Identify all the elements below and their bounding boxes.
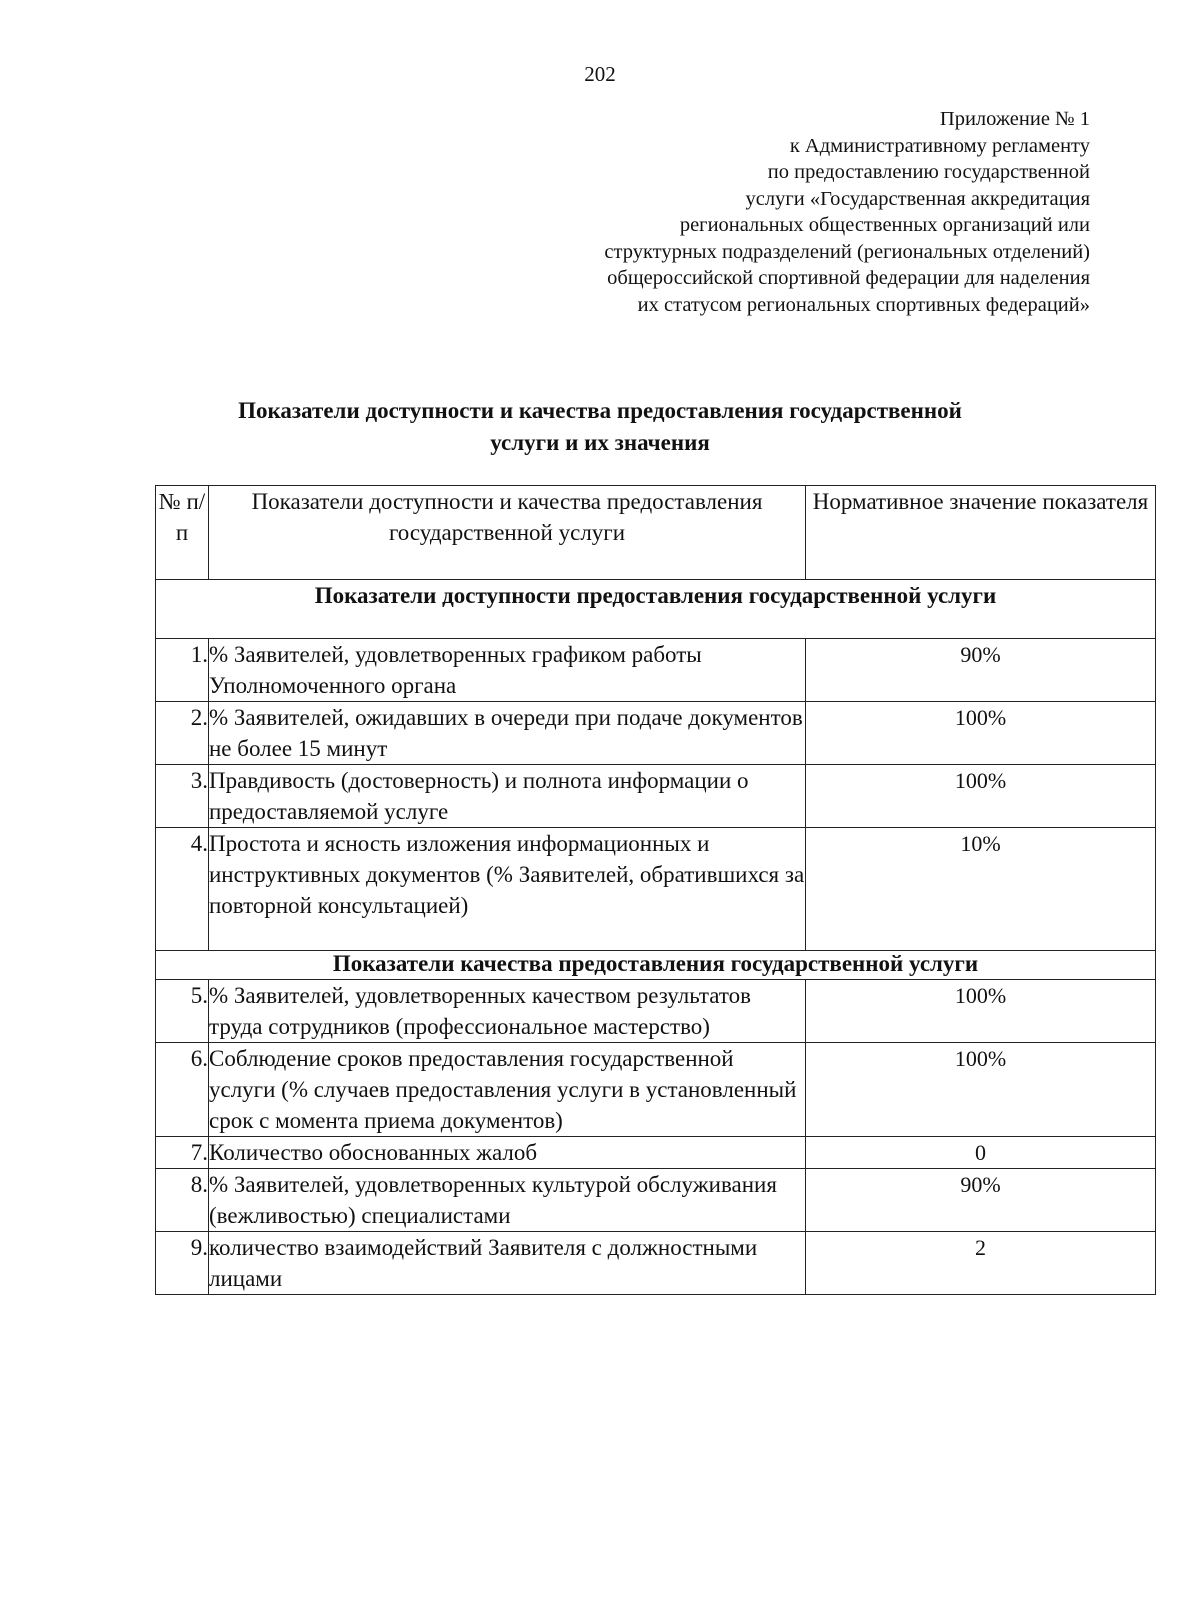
- table-row: [156, 765, 1156, 828]
- section-row: [156, 951, 1156, 980]
- appendix-line: региональных общественных организаций или: [679, 214, 1090, 236]
- appendix-line: их статусом региональных спортивных федераций»: [637, 293, 1090, 316]
- row-indicator: % Заявителей, удовлетворенных качеством результатов труда сотрудников (профессиональное мастерство): [209, 980, 806, 1043]
- row-number: 5.: [156, 980, 209, 1043]
- row-indicator: % Заявителей, удовлетворенных графиком работы Уполномоченного органа: [209, 639, 806, 702]
- table-row: [156, 828, 1156, 951]
- row-value: 2: [806, 1232, 1156, 1295]
- row-number: 1.: [156, 639, 209, 702]
- table-row: [156, 1137, 1156, 1169]
- appendix-line: структурных подразделений (региональных отделений): [604, 240, 1090, 263]
- row-indicator: Количество обоснованных жалоб: [209, 1137, 806, 1169]
- row-number: 7.: [156, 1137, 209, 1169]
- table-row: [156, 639, 1156, 702]
- row-value: 90%: [806, 639, 1156, 702]
- row-value: 100%: [806, 1043, 1156, 1137]
- row-value: 0: [806, 1137, 1156, 1169]
- appendix-line: по предоставлению государственной: [767, 161, 1090, 183]
- row-number: 4.: [156, 828, 209, 951]
- row-indicator: % Заявителей, ожидавших в очереди при подаче документов не более 15 минут: [209, 702, 806, 765]
- document-title-line: услуги и их значения: [490, 430, 710, 455]
- document-title-line: Показатели доступности и качества предоставления государственной: [238, 398, 962, 423]
- appendix-line: общероссийской спортивной федерации для наделения: [607, 267, 1090, 289]
- row-number: 6.: [156, 1043, 209, 1137]
- row-indicator: Соблюдение сроков предоставления государственной услуги (% случаев предоставления услуги в установленный срок с момента приема документов): [209, 1043, 806, 1137]
- row-number: 9.: [156, 1232, 209, 1295]
- document-title: [150, 395, 1050, 459]
- table-row: [156, 1232, 1156, 1295]
- row-value: 90%: [806, 1169, 1156, 1232]
- section-row: [156, 580, 1156, 639]
- appendix-line: Приложение № 1: [939, 108, 1090, 130]
- row-value: 10%: [806, 828, 1156, 951]
- row-indicator: Простота и ясность изложения информационных и инструктивных документов (% Заявителей, обратившихся за повторной консультацией): [209, 828, 806, 951]
- table-row: [156, 980, 1156, 1043]
- row-value: 100%: [806, 980, 1156, 1043]
- row-indicator: количество взаимодействий Заявителя с должностными лицами: [209, 1232, 806, 1295]
- page-number: 202: [584, 62, 616, 86]
- indicators-table: [155, 485, 1156, 1295]
- row-number: 2.: [156, 702, 209, 765]
- table-row: [156, 1169, 1156, 1232]
- table-row: [156, 702, 1156, 765]
- row-indicator: % Заявителей, удовлетворенных культурой обслуживания (вежливостью) специалистами: [209, 1169, 806, 1232]
- row-number: 3.: [156, 765, 209, 828]
- row-indicator: Правдивость (достоверность) и полнота информации о предоставляемой услуге: [209, 765, 806, 828]
- row-value: 100%: [806, 702, 1156, 765]
- table-header-row: [156, 486, 1156, 580]
- header-value: Нормативное значение показателя: [806, 486, 1156, 580]
- header-number: № п/п: [156, 486, 209, 580]
- section-availability: Показатели доступности предоставления государственной услуги: [156, 580, 1156, 639]
- row-number: 8.: [156, 1169, 209, 1232]
- section-quality: Показатели качества предоставления государственной услуги: [156, 951, 1156, 980]
- row-value: 100%: [806, 765, 1156, 828]
- appendix-line: услуги «Государственная аккредитация: [745, 187, 1090, 210]
- header-indicator: Показатели доступности и качества предоставления государственной услуги: [209, 486, 806, 580]
- table-row: [156, 1043, 1156, 1137]
- appendix-note: [470, 106, 1090, 318]
- appendix-line: к Административному регламенту: [789, 134, 1090, 157]
